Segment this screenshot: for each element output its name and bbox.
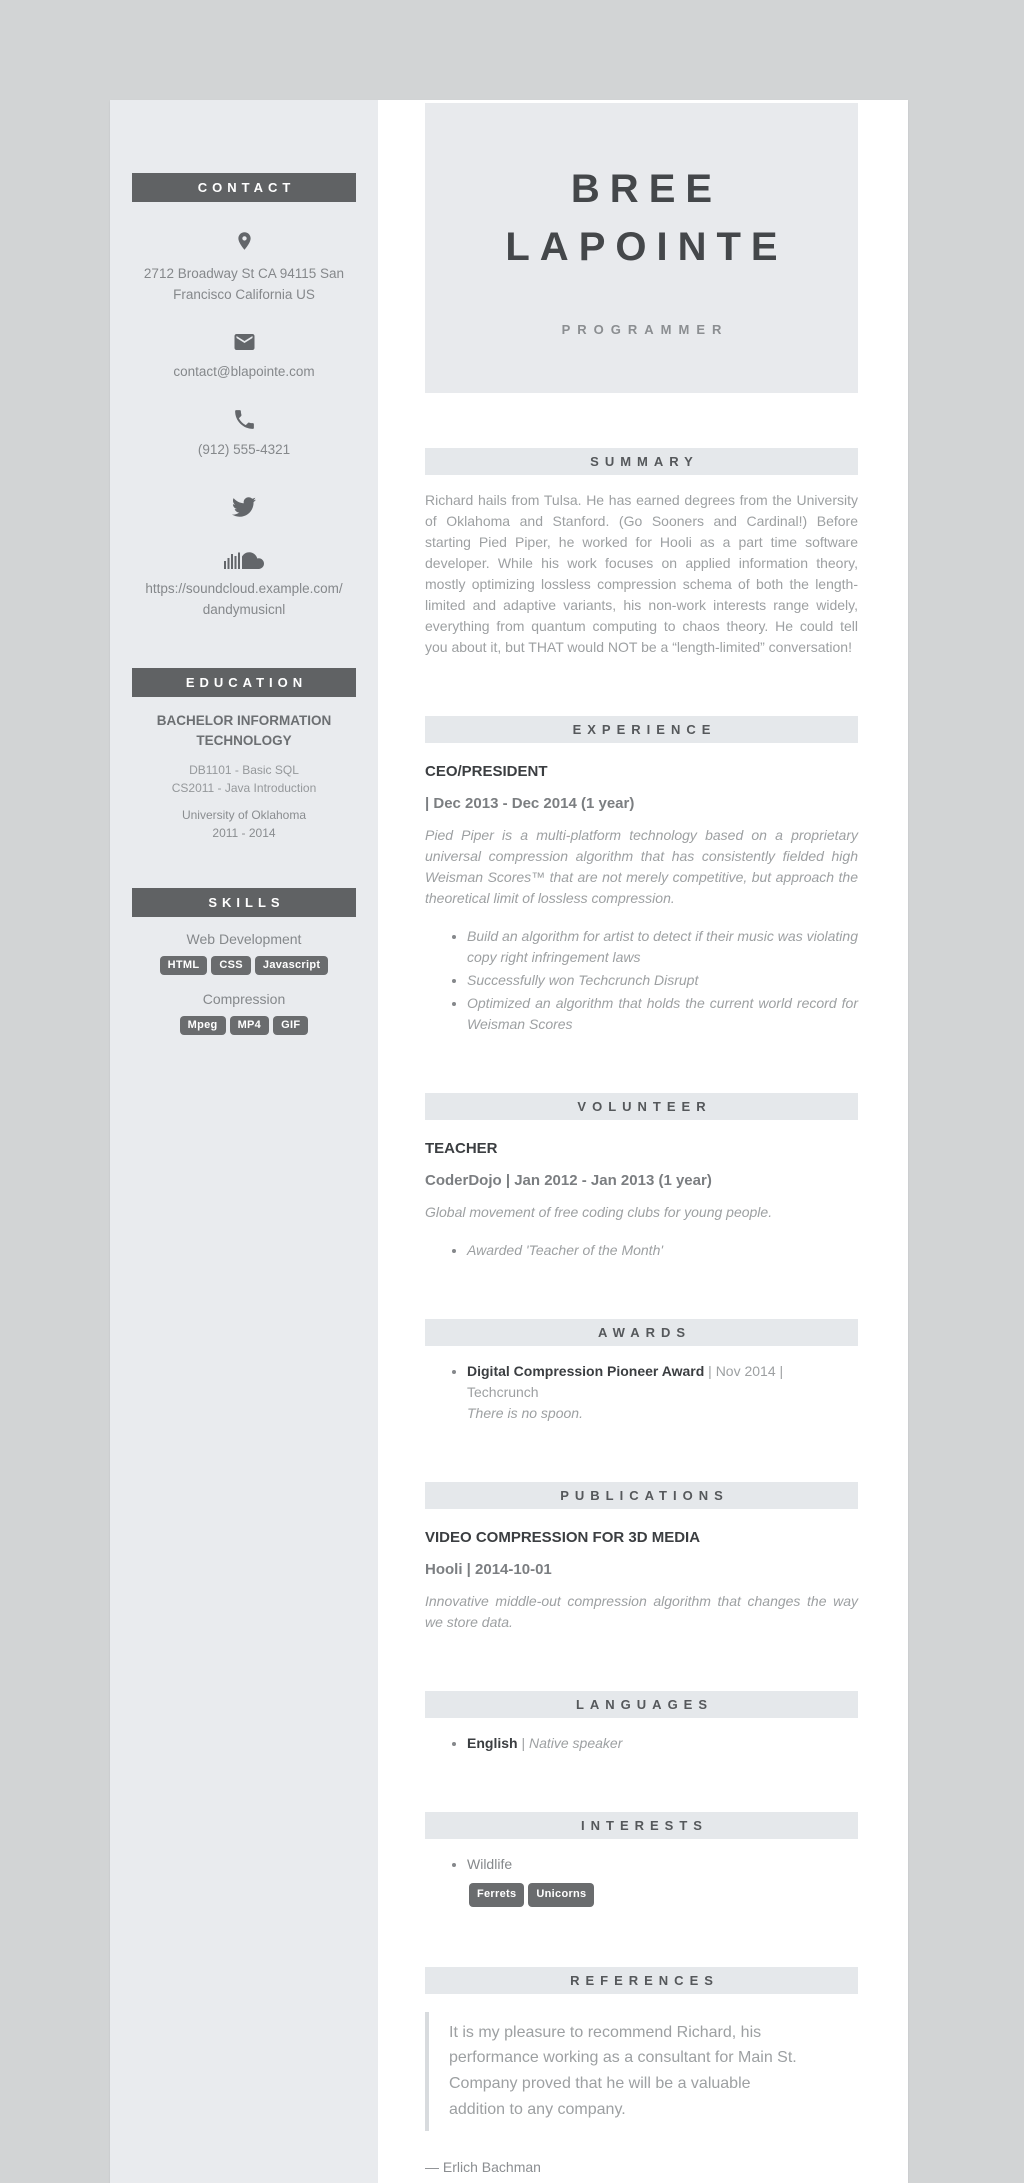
skill-badge: GIF bbox=[273, 1016, 308, 1035]
section-volunteer bbox=[425, 1093, 858, 1261]
contact-email bbox=[110, 330, 378, 383]
contact-phone bbox=[110, 407, 378, 461]
sidebar bbox=[110, 100, 378, 2183]
experience-description: Pied Piper is a multi-platform technology based on a proprietary universal compression algorithm that has consistently fielded high Weisman Scores™ that are not merely competitive, but approach the theoretical limit of lossless compression. bbox=[425, 827, 858, 906]
references-section-header: REFERENCES bbox=[425, 1967, 858, 1994]
education-period: 2011 - 2014 bbox=[212, 826, 276, 841]
soundcloud-link[interactable]: https://soundcloud.example.com/ dandymusicnl bbox=[145, 580, 343, 617]
skill-group-name: Web Development bbox=[186, 931, 302, 948]
interest-badges bbox=[467, 1881, 858, 1909]
location-pin-icon bbox=[110, 226, 378, 256]
section-interests bbox=[425, 1812, 858, 1909]
publications-section-header: PUBLICATIONS bbox=[425, 1482, 858, 1509]
education-course: CS2011 - Java Introduction bbox=[171, 781, 317, 796]
phone-text: (912) 555-4321 bbox=[197, 441, 291, 457]
section-references bbox=[425, 1967, 858, 2176]
experience-highlight: • Successfully won Techcrunch Disrupt bbox=[467, 970, 858, 991]
section-experience bbox=[425, 716, 858, 1035]
interest-badge: Ferrets bbox=[469, 1883, 524, 1907]
awards-list bbox=[425, 1361, 858, 1424]
education-institution-name: University of Oklahoma bbox=[181, 808, 307, 823]
interest-badge: Unicorns bbox=[528, 1883, 594, 1907]
volunteer-date-line: CoderDojo | Jan 2012 - Jan 2013 (1 year) bbox=[425, 1172, 712, 1189]
award-name: Digital Compression Pioneer Award bbox=[467, 1363, 705, 1379]
award-meta: | Nov 2014 | Techcrunch bbox=[467, 1363, 784, 1400]
publication-title: VIDEO COMPRESSION FOR 3D MEDIA bbox=[425, 1529, 701, 1546]
languages-list bbox=[425, 1733, 858, 1754]
volunteer-job-title: TEACHER bbox=[425, 1140, 498, 1157]
resume-card bbox=[110, 100, 908, 2183]
skill-badge: MP4 bbox=[230, 1016, 270, 1035]
section-languages bbox=[425, 1691, 858, 1754]
skill-badge: CSS bbox=[211, 956, 251, 975]
contact-address bbox=[110, 226, 378, 306]
interest-name: Wildlife bbox=[467, 1856, 513, 1872]
email-link[interactable]: contact@blapointe.com bbox=[173, 363, 315, 379]
language-name: English bbox=[467, 1735, 518, 1751]
section-summary bbox=[425, 448, 858, 658]
skill-badge: HTML bbox=[160, 956, 208, 975]
email-icon bbox=[110, 330, 378, 354]
section-publications bbox=[425, 1482, 858, 1633]
reference-quote: It is my pleasure to recommend Richard, his performance working as a consultant for Main St. Company proved that he will be a valuable addition to any company. bbox=[425, 2012, 811, 2132]
experience-job-title: CEO/PRESIDENT bbox=[425, 763, 548, 780]
publication-meta: Hooli | 2014-10-01 bbox=[425, 1561, 552, 1578]
skills-block bbox=[110, 888, 378, 1037]
experience-highlight: • Build an algorithm for artist to detect if their music was violating copy right infringement laws bbox=[467, 926, 858, 968]
language-fluency: Native speaker bbox=[528, 1735, 623, 1751]
experience-highlights bbox=[425, 926, 858, 1035]
summary-text: Richard hails from Tulsa. He has earned degrees from the University of Oklahoma and Stanford. (Go Sooners and Cardinal!) Before starting Pied Piper, he worked for Hooli as a part time software developer. While his work focuses on applied information theory, mostly optimizing lossless compression schema of both the length-limited and adaptive variants, his non-work interests range widely, everything from quantum computing to chaos theory. He could tell you about it, but THAT would NOT be a “length-limited” conversation! bbox=[425, 492, 858, 655]
skill-group-web-development bbox=[110, 931, 378, 977]
interests-list bbox=[425, 1854, 858, 1909]
summary-section-header: SUMMARY bbox=[425, 448, 858, 475]
volunteer-description: Global movement of free coding clubs for young people. bbox=[425, 1204, 773, 1220]
address-text: 2712 Broadway St CA 94115 San Francisco California US bbox=[143, 266, 345, 302]
person-role: PROGRAMMER bbox=[561, 321, 729, 337]
volunteer-section-header: VOLUNTEER bbox=[425, 1093, 858, 1120]
interests-section-header: INTERESTS bbox=[425, 1812, 858, 1839]
education-degree: BACHELOR INFORMATION TECHNOLOGY bbox=[156, 712, 332, 748]
phone-icon bbox=[110, 407, 378, 432]
experience-section-header: EXPERIENCE bbox=[425, 716, 858, 743]
skill-badge: Mpeg bbox=[180, 1016, 226, 1035]
language-divider: | bbox=[521, 1735, 526, 1751]
section-awards bbox=[425, 1319, 858, 1424]
education-section-header: EDUCATION bbox=[132, 668, 356, 697]
skill-group-compression bbox=[110, 991, 378, 1037]
award-item bbox=[467, 1361, 858, 1424]
publication-description: Innovative middle-out compression algorithm that changes the way we store data. bbox=[425, 1593, 858, 1630]
soundcloud-icon[interactable] bbox=[110, 549, 378, 569]
volunteer-highlights bbox=[425, 1240, 858, 1261]
interest-item bbox=[467, 1854, 858, 1909]
awards-section-header: AWARDS bbox=[425, 1319, 858, 1346]
contact-section-header: CONTACT bbox=[132, 173, 356, 202]
skill-group-name: Compression bbox=[202, 991, 286, 1008]
experience-date-line: | Dec 2013 - Dec 2014 (1 year) bbox=[425, 795, 635, 812]
award-summary: There is no spoon. bbox=[467, 1405, 583, 1421]
twitter-icon[interactable] bbox=[110, 495, 378, 519]
volunteer-highlight: • Awarded 'Teacher of the Month' bbox=[467, 1240, 858, 1261]
skills-section-header: SKILLS bbox=[132, 888, 356, 917]
reference-attribution: — Erlich Bachman bbox=[425, 2159, 541, 2176]
languages-section-header: LANGUAGES bbox=[425, 1691, 858, 1718]
education-institution bbox=[110, 806, 378, 842]
experience-highlight: • Optimized an algorithm that holds the current world record for Weisman Scores bbox=[467, 993, 858, 1035]
contact-twitter bbox=[110, 495, 378, 519]
main-column bbox=[378, 100, 908, 2183]
contact-soundcloud bbox=[110, 549, 378, 621]
hero-header bbox=[425, 103, 858, 393]
education-course: DB1101 - Basic SQL bbox=[189, 763, 299, 778]
contact-block bbox=[110, 226, 378, 621]
person-name: BREE LAPOINTE bbox=[505, 166, 788, 269]
education-block bbox=[110, 668, 378, 843]
skill-badge: Javascript bbox=[255, 956, 328, 975]
language-item bbox=[467, 1733, 858, 1754]
